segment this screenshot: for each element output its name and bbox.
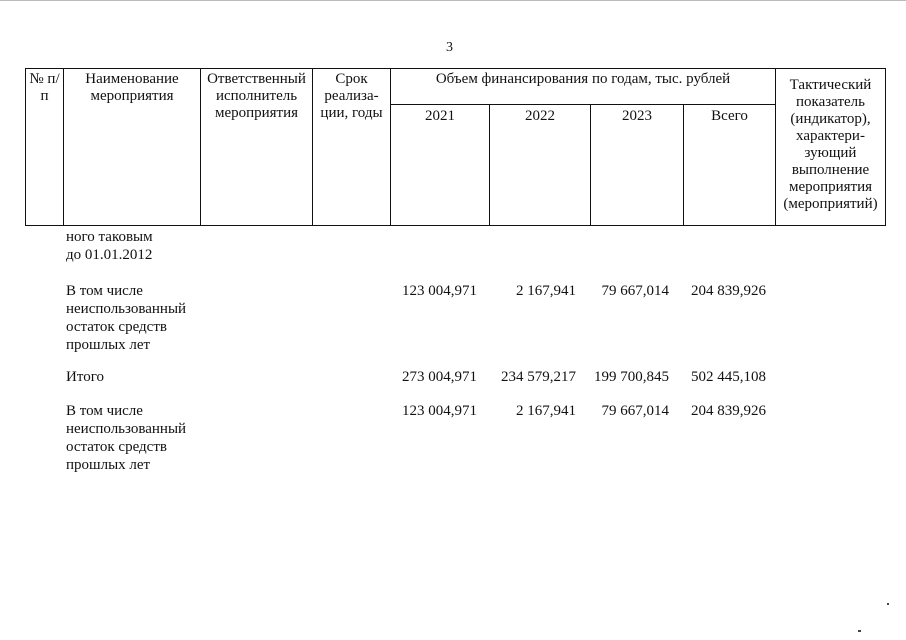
- value-2023: 79 667,014: [601, 403, 669, 419]
- value-2021: 273 004,971: [402, 369, 477, 385]
- header-indicator: Тактический показатель (индикатор), характери-зующий выполнение мероприятия (мероприятий): [776, 69, 886, 226]
- value-2022: 234 579,217: [501, 369, 576, 385]
- value-2023: 199 700,845: [594, 369, 669, 385]
- page-number: 3: [446, 40, 453, 55]
- value-2022: 2 167,941: [516, 403, 576, 419]
- header-funding: Объем финансирования по годам, тыс. рублей: [391, 69, 776, 105]
- scan-speck: [858, 630, 861, 632]
- scan-edge: [0, 0, 906, 1]
- row-label: В том числе неиспользованный остаток средств прошлых лет: [66, 403, 187, 473]
- header-executor: Ответственный исполнитель мероприятия: [201, 69, 313, 226]
- header-num: № п/п: [26, 69, 64, 226]
- header-term: Срок реализа-ции, годы: [313, 69, 391, 226]
- value-total: 204 839,926: [691, 403, 766, 419]
- header-year-2023: 2023: [591, 105, 684, 226]
- header-year-2021: 2021: [391, 105, 490, 226]
- value-2023: 79 667,014: [601, 283, 669, 299]
- header-year-2022: 2022: [490, 105, 591, 226]
- funding-table-header: [25, 68, 886, 226]
- value-2021: 123 004,971: [402, 283, 477, 299]
- header-year-total: Всего: [684, 105, 776, 226]
- value-total: 502 445,108: [691, 369, 766, 385]
- row-label: ного таковым до 01.01.2012: [66, 229, 153, 263]
- value-total: 204 839,926: [691, 283, 766, 299]
- scan-speck: [887, 603, 889, 605]
- header-name: Наименование мероприятия: [64, 69, 201, 226]
- value-2022: 2 167,941: [516, 283, 576, 299]
- value-2021: 123 004,971: [402, 403, 477, 419]
- row-label: Итого: [66, 369, 104, 385]
- row-label: В том числе неиспользованный остаток средств прошлых лет: [66, 283, 187, 353]
